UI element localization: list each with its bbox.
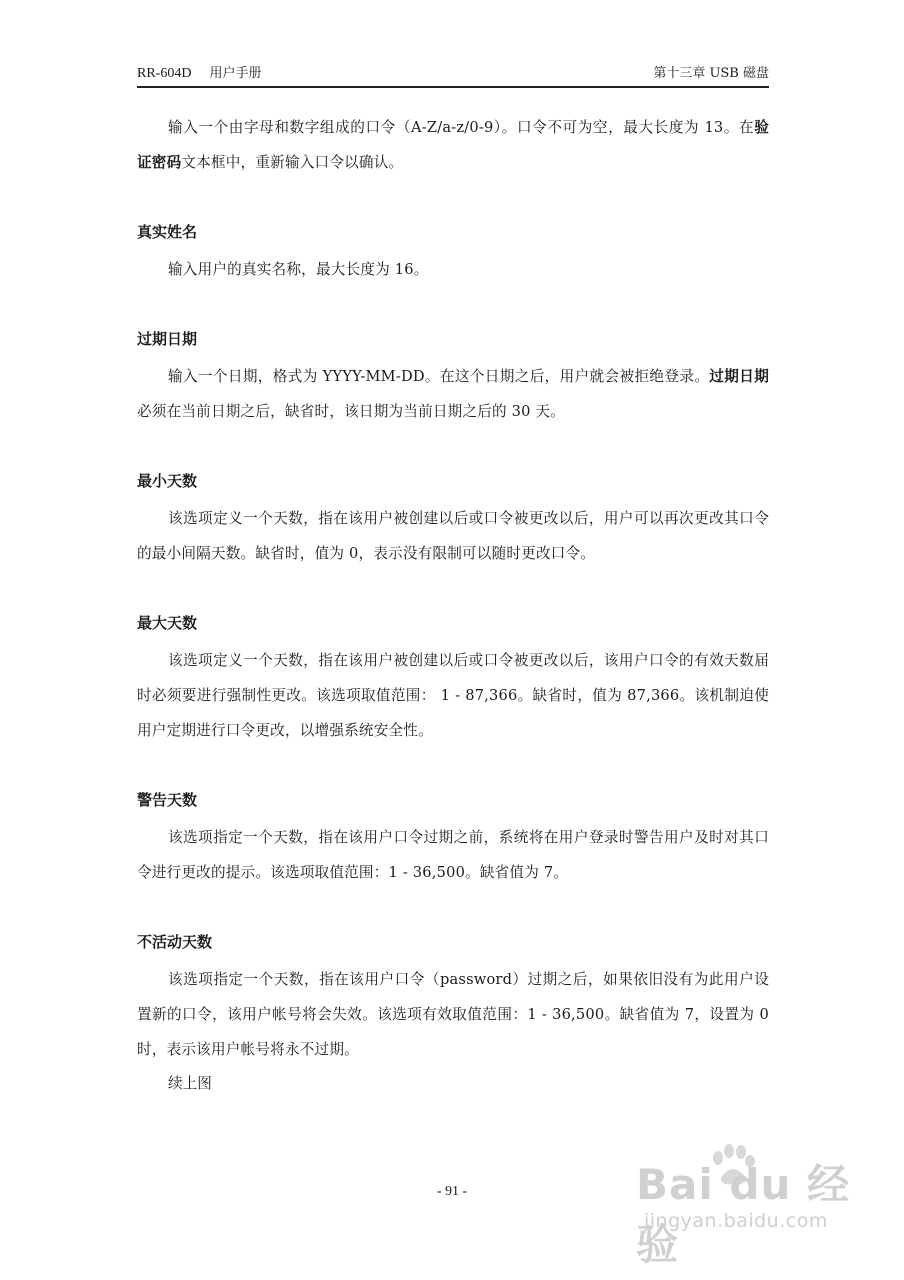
page-number: - 91 - [436,1184,468,1199]
header-product: RR-604D [137,66,192,81]
section-title-inactive-days: 不活动天数 [137,933,213,951]
baidu-jingyan-watermark [636,1152,856,1269]
intro-paragraph [137,110,769,180]
intro-text-b: 文本框中，重新输入口令以确认。 [181,154,404,171]
intro-text-a: 输入一个由字母和数字组成的口令（A-Z/a-z/0-9）。口令不可为空，最大长度为 13。在 [168,119,755,136]
section-text-inactive-days: 该选项指定一个天数，指在该用户口令（password）过期之后，如果依旧没有为此用户设置新的口令，该用户帐号将会失效。该选项有效取值范围：1 - 36,500。缺省值为 7，设置为 0 时，表示该用户帐号将永不过期。 [137,971,769,1058]
section-title-warn-days: 警告天数 [137,791,198,809]
expiry-text-a: 输入一个日期，格式为 YYYY-MM-DD。在这个日期之后，用户就会被拒绝登录。 [168,368,710,385]
section-text-max-days: 该选项定义一个天数，指在该用户被创建以后或口令被更改以后，该用户口令的有效天数届时必须要进行强制性更改。该选项取值范围： 1 - 87,366。缺省时，值为 87,366。该机制迫使用户定期进行口令更改，以增强系统安全性。 [137,652,769,739]
section-text-warn-days: 该选项指定一个天数，指在该用户口令过期之前，系统将在用户登录时警告用户及时对其口令进行更改的提示。该选项取值范围：1 - 36,500。缺省值为 7。 [137,829,769,881]
watermark-logo-text: Bai du 经验 [636,1160,850,1269]
header-chapter: 第十三章 USB 磁盘 [653,66,769,81]
section-title-max-days: 最大天数 [137,614,198,632]
watermark-url: jingyan.baidu.com [644,1210,828,1232]
header-left [137,64,261,84]
header-manual-title: 用户手册 [209,66,262,81]
intro-term-verify-password: 验证密码 [137,119,769,171]
expiry-text-b: 必须在当前日期之后，缺省时，该日期为当前日期之后的 30 天。 [137,403,566,420]
section-text-real-name: 输入用户的真实名称，最大长度为 16。 [168,261,429,278]
page-content [137,110,769,1099]
section-title-real-name: 真实姓名 [137,223,198,241]
section-title-expiry: 过期日期 [137,330,198,348]
continued-note: 续上图 [168,1075,212,1092]
section-text-min-days: 该选项定义一个天数，指在该用户被创建以后或口令被更改以后，用户可以再次更改其口令的最小间隔天数。缺省时，值为 0，表示没有限制可以随时更改口令。 [137,510,769,562]
section-text-expiry [137,359,769,429]
section-title-min-days: 最小天数 [137,472,198,490]
page-header [137,64,769,88]
expiry-term: 过期日期 [709,368,769,385]
